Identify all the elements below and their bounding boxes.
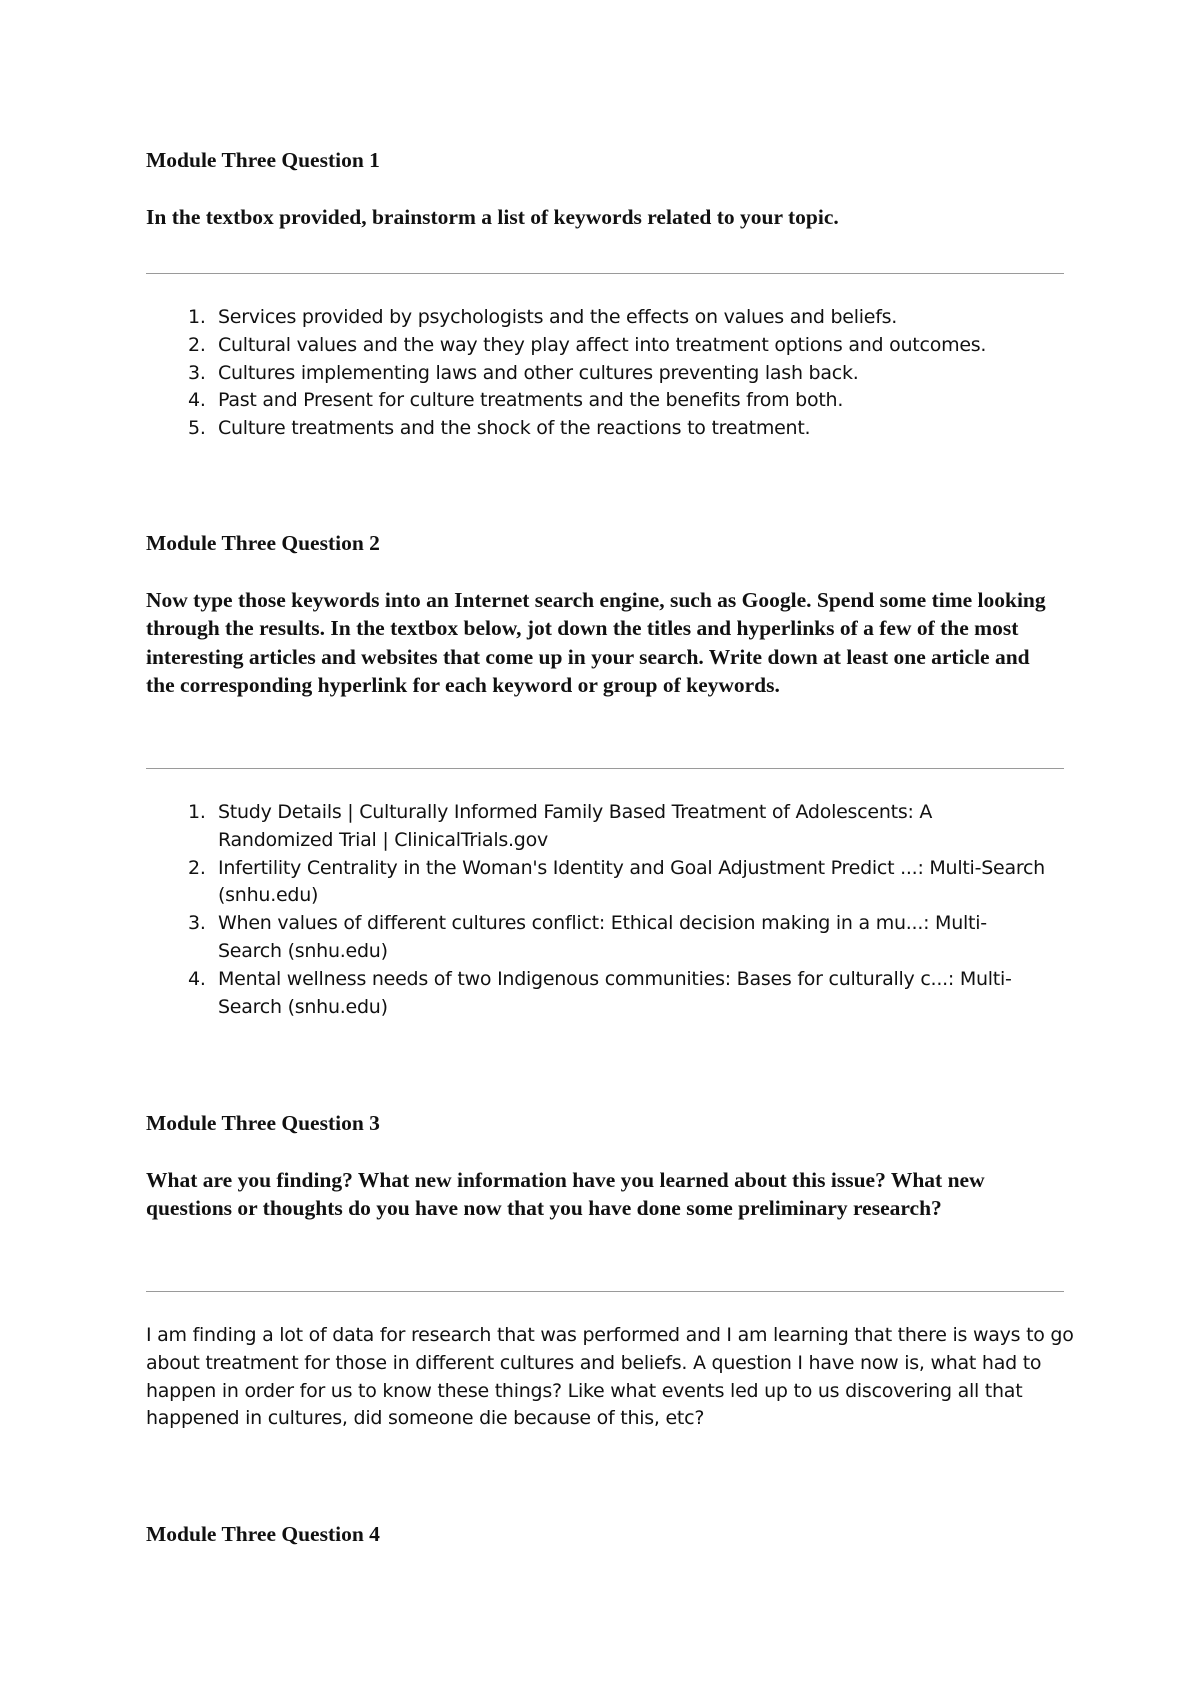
list-item: 2. Infertility Centrality in the Woman's Identity and Goal Adjustment Predict ...: Multi-Search (snhu.edu) [188, 856, 1045, 907]
question-1-heading: Module Three Question 1 [146, 148, 380, 172]
list-item: 1. Services provided by psychologists and the effects on values and beliefs. [188, 306, 898, 328]
question-1-prompt: In the textbox provided, brainstorm a list of keywords related to your topic. [146, 205, 839, 229]
question-3-answer: I am finding a lot of data for research that was performed and I am learning that there is ways to go about treatment for those in different cultures and beliefs. A question I have now is, what had to happen in order for us to know these things? Like what events led up to us discovering all that happened in cultures, did someone die because of this, etc? [146, 1324, 1074, 1430]
question-2-answer-list [146, 799, 1046, 1021]
question-1-answer-list [146, 304, 1046, 443]
question-2-heading: Module Three Question 2 [146, 531, 380, 555]
question-2-prompt: Now type those keywords into an Internet search engine, such as Google. Spend some time looking through the results. In the textbox below, jot down the titles and hyperlinks of a few of the most interesting articles and websites that come up in your search. Write down at least one article and the corresponding hyperlink for each keyword or group of keywords. [146, 588, 1046, 697]
question-4-heading: Module Three Question 4 [146, 1522, 380, 1546]
question-1-divider [146, 273, 1064, 274]
question-3-prompt: What are you finding? What new information have you learned about this issue? What new questions or thoughts do you have now that you have done some preliminary research? [146, 1168, 985, 1221]
list-item: 4. Mental wellness needs of two Indigenous communities: Bases for culturally c...: Multi-Search (snhu.edu) [188, 967, 1012, 1018]
question-3-divider [146, 1291, 1064, 1292]
question-2-divider [146, 768, 1064, 769]
list-item: 5. Culture treatments and the shock of the reactions to treatment. [188, 417, 811, 440]
list-item: 3. When values of different cultures conflict: Ethical decision making in a mu...: Multi-Search (snhu.edu) [188, 912, 987, 962]
list-item: 4. Past and Present for culture treatments and the benefits from both. [188, 389, 844, 412]
list-item: 1. Study Details | Culturally Informed Family Based Treatment of Adolescents: A Randomized Trial | ClinicalTrials.gov [188, 801, 933, 851]
list-item: 3. Cultures implementing laws and other cultures preventing lash back. [188, 361, 859, 384]
list-item: 2. Cultural values and the way they play affect into treatment options and outcomes. [188, 333, 987, 356]
question-3-heading: Module Three Question 3 [146, 1111, 380, 1135]
